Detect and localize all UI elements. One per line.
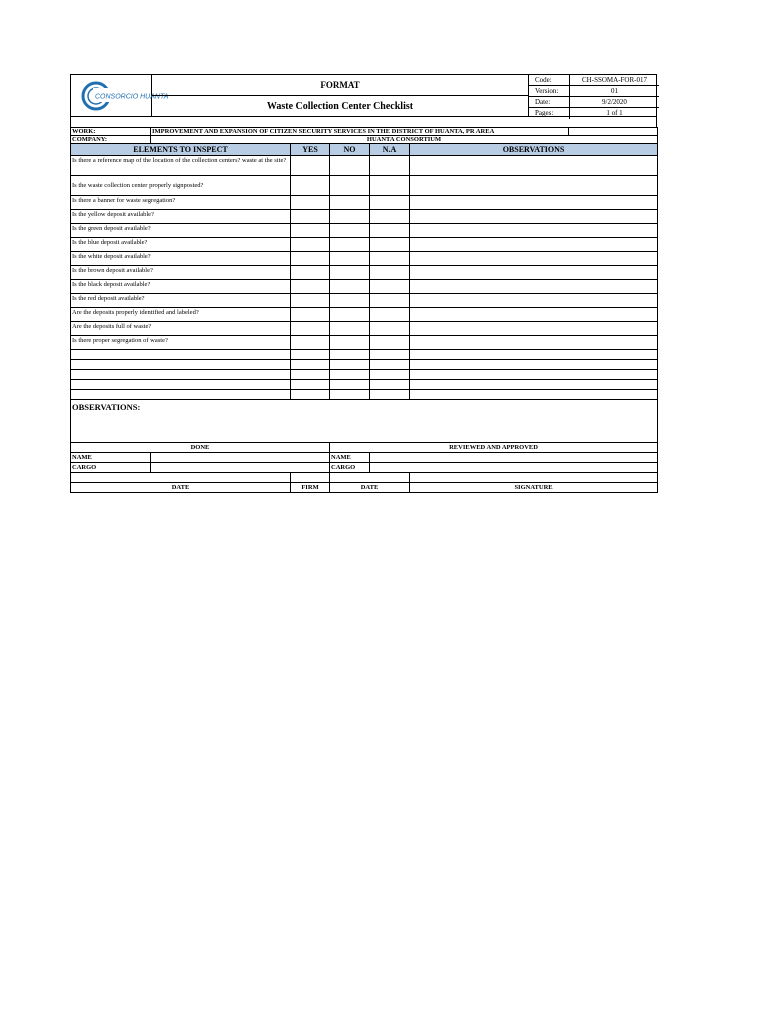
done-name-label: NAME — [71, 453, 151, 463]
na-cell[interactable] — [370, 322, 410, 336]
checklist-form — [70, 74, 657, 493]
logo-cell — [71, 75, 169, 116]
column-header-row — [71, 144, 658, 156]
no-cell[interactable] — [330, 294, 370, 308]
title-cell — [152, 75, 528, 116]
cargo-row — [71, 463, 658, 473]
yes-cell[interactable] — [291, 210, 330, 224]
company-row — [71, 136, 658, 144]
blank-row — [71, 350, 658, 360]
blank-cell[interactable] — [71, 350, 291, 360]
meta-key: Date: — [529, 97, 570, 107]
na-cell[interactable] — [370, 176, 410, 196]
observation-cell[interactable] — [410, 156, 658, 176]
yes-cell[interactable] — [291, 176, 330, 196]
na-cell[interactable] — [370, 370, 410, 380]
question-row — [71, 176, 658, 196]
question-text: Is the brown deposit available? — [71, 266, 291, 280]
yes-cell[interactable] — [291, 350, 330, 360]
na-cell[interactable] — [370, 390, 410, 400]
no-cell[interactable] — [330, 224, 370, 238]
no-cell[interactable] — [330, 252, 370, 266]
observation-cell[interactable] — [410, 390, 658, 400]
na-cell[interactable] — [370, 350, 410, 360]
no-cell[interactable] — [330, 196, 370, 210]
name-row — [71, 453, 658, 463]
yes-cell[interactable] — [291, 266, 330, 280]
meta-value: CH-SSOMA-FOR-017 — [582, 76, 647, 84]
work-label: WORK: — [71, 128, 151, 136]
question-text: Are the deposits properly identified and labeled? — [71, 308, 291, 322]
na-cell[interactable] — [370, 280, 410, 294]
no-cell[interactable] — [330, 336, 370, 350]
signature-label: SIGNATURE — [410, 483, 658, 493]
yes-cell[interactable] — [291, 360, 330, 370]
blank-row — [71, 370, 658, 380]
reviewed-cargo-label: CARGO — [330, 463, 370, 473]
observations-area[interactable] — [71, 400, 658, 443]
observation-cell[interactable] — [410, 294, 658, 308]
na-cell[interactable] — [370, 224, 410, 238]
no-cell[interactable] — [330, 266, 370, 280]
blank-cell[interactable] — [71, 360, 291, 370]
done-date-field[interactable] — [71, 473, 291, 483]
question-text: Is the yellow deposit available? — [71, 210, 291, 224]
no-cell[interactable] — [330, 238, 370, 252]
done-firm-field[interactable] — [291, 473, 330, 483]
na-cell[interactable] — [370, 294, 410, 308]
no-cell[interactable] — [330, 210, 370, 224]
observation-cell[interactable] — [410, 370, 658, 380]
observation-cell[interactable] — [410, 280, 658, 294]
document-meta — [528, 75, 659, 116]
blank-row — [71, 390, 658, 400]
observations-label: OBSERVATIONS: — [72, 402, 141, 412]
yes-cell[interactable] — [291, 336, 330, 350]
done-firm-label: FIRM — [291, 483, 330, 493]
observation-cell[interactable] — [410, 380, 658, 390]
observation-cell[interactable] — [410, 266, 658, 280]
reviewed-label: REVIEWED AND APPROVED — [330, 443, 658, 453]
no-cell[interactable] — [330, 380, 370, 390]
yes-cell[interactable] — [291, 196, 330, 210]
work-row — [71, 128, 658, 136]
meta-value: 1 of 1 — [606, 109, 623, 117]
blank-cell[interactable] — [71, 370, 291, 380]
question-row — [71, 322, 658, 336]
company-label: COMPANY: — [71, 136, 151, 144]
reviewed-name-label: NAME — [330, 453, 370, 463]
no-cell[interactable] — [330, 370, 370, 380]
observation-cell[interactable] — [410, 238, 658, 252]
company-logo — [80, 78, 169, 114]
no-cell[interactable] — [330, 308, 370, 322]
question-text: Is the green deposit available? — [71, 224, 291, 238]
yes-cell[interactable] — [291, 390, 330, 400]
col-elements: ELEMENTS TO INSPECT — [71, 144, 291, 156]
question-row — [71, 280, 658, 294]
reviewed-date-field[interactable] — [330, 473, 410, 483]
yes-cell[interactable] — [291, 224, 330, 238]
question-row — [71, 308, 658, 322]
meta-code — [529, 75, 659, 86]
no-cell[interactable] — [330, 322, 370, 336]
work-value[interactable]: IMPROVEMENT AND EXPANSION OF CITIZEN SECURITY SERVICES IN THE DISTRICT OF HUANTA, PR AREA — [151, 128, 569, 136]
no-cell[interactable] — [330, 360, 370, 370]
meta-version — [529, 86, 659, 97]
done-label: DONE — [71, 443, 330, 453]
question-row — [71, 210, 658, 224]
yes-cell[interactable] — [291, 252, 330, 266]
yes-cell[interactable] — [291, 156, 330, 176]
observation-cell[interactable] — [410, 210, 658, 224]
na-cell[interactable] — [370, 336, 410, 350]
document-title: Waste Collection Center Checklist — [266, 100, 414, 112]
col-yes: YES — [291, 144, 330, 156]
na-cell[interactable] — [370, 210, 410, 224]
meta-date — [529, 97, 659, 108]
no-cell[interactable] — [330, 156, 370, 176]
question-text: Are the deposits full of waste? — [71, 322, 291, 336]
question-text: Is the blue deposit available? — [71, 238, 291, 252]
question-row — [71, 294, 658, 308]
na-cell[interactable] — [370, 252, 410, 266]
observation-cell[interactable] — [410, 176, 658, 196]
yes-cell[interactable] — [291, 280, 330, 294]
work-extra-cell[interactable] — [569, 128, 658, 136]
meta-key: Pages: — [529, 108, 570, 119]
meta-value: 9/2/2020 — [602, 98, 627, 106]
no-cell[interactable] — [330, 176, 370, 196]
meta-pages — [529, 108, 659, 119]
question-text: Is the white deposit available? — [71, 252, 291, 266]
done-cargo-field[interactable] — [151, 463, 330, 473]
observation-cell[interactable] — [410, 336, 658, 350]
no-cell[interactable] — [330, 350, 370, 360]
checklist-table — [70, 127, 658, 493]
observation-cell[interactable] — [410, 308, 658, 322]
observation-cell[interactable] — [410, 252, 658, 266]
observation-cell[interactable] — [410, 350, 658, 360]
question-row — [71, 252, 658, 266]
meta-key: Version: — [529, 86, 570, 96]
observations-row — [71, 400, 658, 443]
question-row — [71, 238, 658, 252]
na-cell[interactable] — [370, 238, 410, 252]
form-header — [70, 74, 657, 116]
question-text: Is the black deposit available? — [71, 280, 291, 294]
yes-cell[interactable] — [291, 322, 330, 336]
meta-value: 01 — [611, 87, 618, 95]
done-cargo-label: CARGO — [71, 463, 151, 473]
na-cell[interactable] — [370, 308, 410, 322]
observation-cell[interactable] — [410, 360, 658, 370]
question-row — [71, 336, 658, 350]
blank-cell[interactable] — [71, 380, 291, 390]
signature-header-row — [71, 443, 658, 453]
col-no: NO — [330, 144, 370, 156]
na-cell[interactable] — [370, 196, 410, 210]
na-cell[interactable] — [370, 266, 410, 280]
question-text: Is there a reference map of the location of the collection centers? waste at the site? — [71, 156, 291, 176]
question-row — [71, 196, 658, 210]
signature-label-row — [71, 483, 658, 493]
done-date-label: DATE — [71, 483, 291, 493]
question-row — [71, 156, 658, 176]
reviewed-cargo-field[interactable] — [370, 463, 658, 473]
na-cell[interactable] — [370, 380, 410, 390]
question-row — [71, 224, 658, 238]
yes-cell[interactable] — [291, 370, 330, 380]
question-row — [71, 266, 658, 280]
reviewed-date-label: DATE — [330, 483, 410, 493]
signature-space-row — [71, 473, 658, 483]
yes-cell[interactable] — [291, 238, 330, 252]
question-text: Is the red deposit available? — [71, 294, 291, 308]
observation-cell[interactable] — [410, 196, 658, 210]
col-na: N.A — [370, 144, 410, 156]
na-cell[interactable] — [370, 156, 410, 176]
meta-key: Code: — [529, 75, 570, 85]
no-cell[interactable] — [330, 390, 370, 400]
question-text: Is there a banner for waste segregation? — [71, 196, 291, 210]
col-observations: OBSERVATIONS — [410, 144, 658, 156]
svg-text:CONSORCIO HUANTA: CONSORCIO HUANTA — [95, 93, 169, 100]
observation-cell[interactable] — [410, 224, 658, 238]
company-value[interactable]: HUANTA CONSORTIUM — [151, 136, 658, 144]
no-cell[interactable] — [330, 280, 370, 294]
na-cell[interactable] — [370, 360, 410, 370]
yes-cell[interactable] — [291, 294, 330, 308]
blank-row — [71, 360, 658, 370]
done-name-field[interactable] — [151, 453, 330, 463]
question-text: Is there proper segregation of waste? — [71, 336, 291, 350]
question-text: Is the waste collection center properly signposted? — [71, 176, 291, 196]
yes-cell[interactable] — [291, 308, 330, 322]
observation-cell[interactable] — [410, 322, 658, 336]
reviewed-name-field[interactable] — [370, 453, 658, 463]
blank-row — [71, 380, 658, 390]
format-label: FORMAT — [152, 75, 528, 96]
reviewed-signature-field[interactable] — [410, 473, 658, 483]
blank-cell[interactable] — [71, 390, 291, 400]
yes-cell[interactable] — [291, 380, 330, 390]
